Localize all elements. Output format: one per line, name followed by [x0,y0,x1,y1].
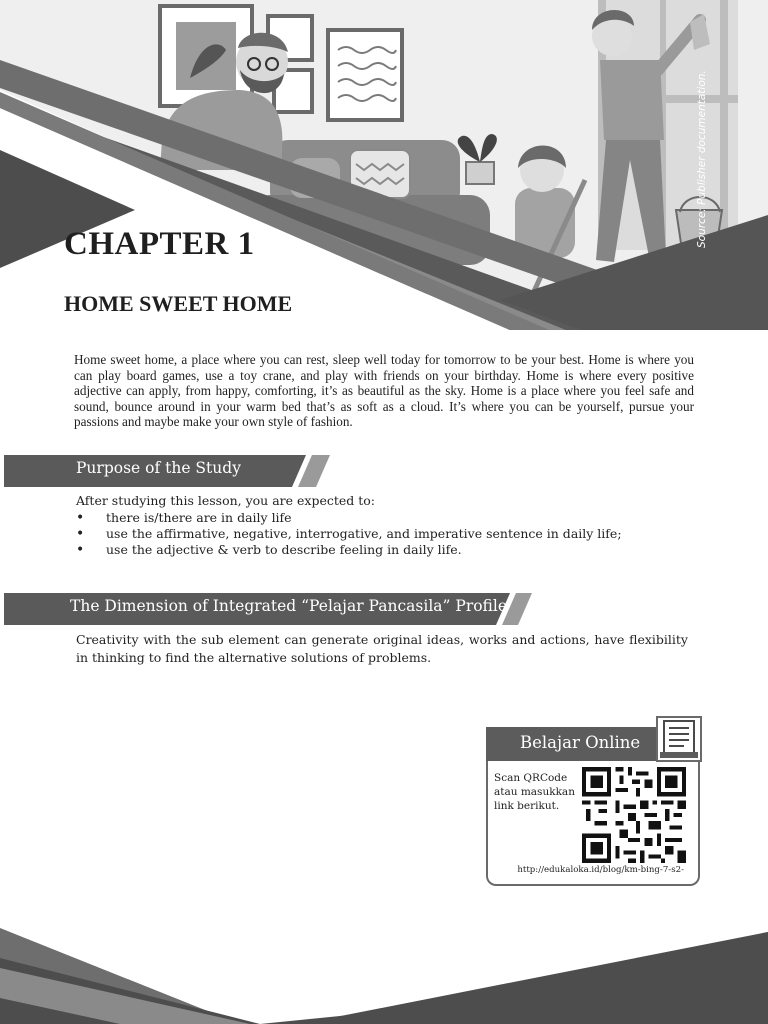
chapter-number: CHAPTER 1 [64,226,255,262]
list-item: • there is/there are in daily life [76,510,622,526]
qr-code[interactable] [582,767,686,863]
dimension-heading-band [4,593,534,625]
dimension-text: Creativity with the sub element can generate original ideas, works and actions, have flexibility in thinking to find the alternative solutions of problems. [76,632,688,665]
purpose-list [76,510,622,559]
chapter-title: HOME SWEET HOME [64,291,293,316]
purpose-heading-band [4,455,334,487]
belajar-online-header [486,727,656,761]
belajar-online-heading: Belajar Online [520,733,641,752]
footer-decoration [0,928,768,1024]
chapter-illustration [0,0,768,330]
belajar-online-link[interactable]: http://edukaloka.id/blog/km-bing-7-s2- [517,865,684,875]
purpose-heading: Purpose of the Study [76,459,241,477]
belajar-online-instruction: Scan QRCode atau masukkan link berikut. [494,772,575,812]
photo-credit [690,70,716,250]
purpose-lead: After studying this lesson, you are expected to: [76,493,375,508]
intro-paragraph: Home sweet home, a place where you can rest, sleep well today for tomorrow to be your best. Home is where you can play board games, use a toy crane, and play with friends on your birthday. Home is where every positive adjective can apply, from happy, comforting, it’s as beautiful as the sky. Home is a place where you feel safe and sound, bounce around in your warm bed that’s as soft as a cloud. It’s where you can be yourself, pursue your passions and maybe make your own style of fashion. [74,352,694,430]
dimension-heading: The Dimension of Integrated “Pelajar Pancasila” Profile [70,597,508,615]
photo-credit-text: Source: Publisher documentation. [696,70,708,248]
list-item: • use the affirmative, negative, interrogative, and imperative sentence in daily life; [76,526,622,542]
list-item: • use the adjective & verb to describe feeling in daily life. [76,542,622,558]
document-icon [656,716,702,762]
